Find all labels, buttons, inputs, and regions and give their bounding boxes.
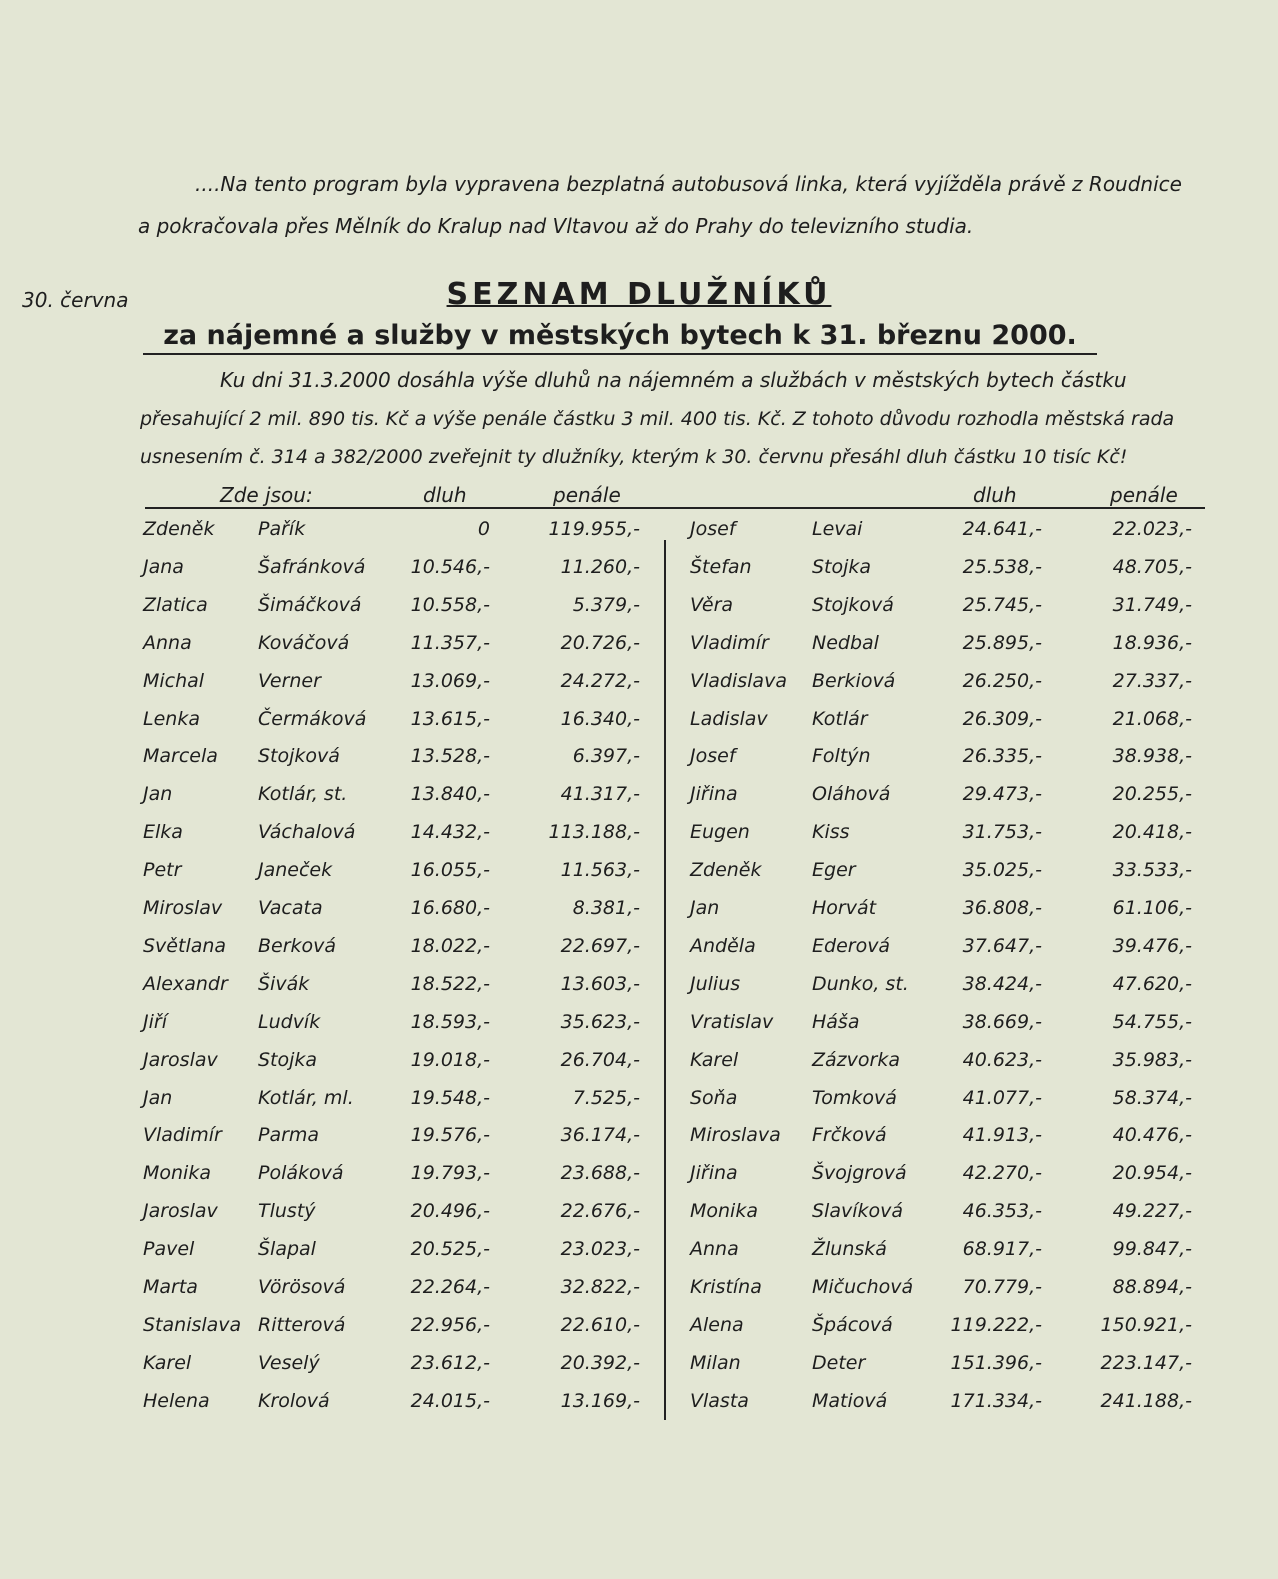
table-row [0, 670, 1278, 702]
dluh-value: 41.077,- [962, 1086, 1042, 1109]
dluh-value: 24.641,- [962, 518, 1042, 540]
paragraph-line-2: přesahující 2 mil. 890 tis. Kč a výše penále částku 3 mil. 400 tis. Kč. Z tohoto důvodu rozhodla městská rada [140, 408, 1175, 430]
table-row [0, 1049, 1278, 1081]
first-name: Vladimír [143, 1124, 222, 1147]
first-name: Alena [690, 1313, 744, 1336]
dluh-value: 38.669,- [962, 1010, 1042, 1033]
last-name: Šafránková [258, 555, 366, 578]
penale-value: 8.381,- [572, 897, 640, 919]
last-name: Verner [258, 669, 321, 692]
first-name: Pavel [143, 1238, 195, 1261]
dluh-value: 22.264,- [410, 1276, 490, 1298]
first-name: Jaroslav [143, 1200, 218, 1223]
dluh-value: 24.015,- [410, 1389, 490, 1412]
dluh-value: 19.548,- [410, 1086, 490, 1109]
penale-value: 113.188,- [548, 821, 640, 844]
dluh-value: 14.432,- [410, 821, 490, 844]
header-penale-left: penále [553, 483, 621, 507]
last-name: Tomková [812, 1086, 897, 1109]
table-row [0, 1124, 1278, 1156]
dluh-value: 41.913,- [962, 1124, 1042, 1147]
first-name: Josef [690, 518, 736, 540]
last-name: Parma [258, 1124, 320, 1147]
dluh-value: 11.357,- [410, 631, 490, 654]
dluh-value: 35.025,- [962, 859, 1042, 882]
dluh-value: 13.615,- [410, 707, 490, 730]
page-subtitle: za nájemné a služby v městských bytech k 31. březnu 2000. [143, 320, 1097, 355]
last-name: Tlustý [258, 1200, 316, 1223]
header-dluh-left: dluh [423, 483, 467, 507]
dluh-value: 31.753,- [962, 821, 1042, 844]
page-title: SEZNAM DLUŽNÍKŮ [446, 277, 832, 312]
penale-value: 48.705,- [1112, 555, 1192, 578]
penale-value: 33.533,- [1112, 859, 1192, 882]
last-name: Ederová [812, 934, 891, 957]
last-name: Janeček [258, 859, 333, 882]
dluh-value: 10.558,- [410, 593, 490, 616]
penale-value: 119.955,- [548, 518, 640, 540]
first-name: Zdeněk [690, 859, 762, 882]
penale-value: 99.847,- [1112, 1238, 1192, 1261]
penale-value: 27.337,- [1112, 669, 1192, 692]
dluh-value: 16.680,- [410, 897, 490, 919]
table-row [0, 1087, 1278, 1119]
table-row [0, 1011, 1278, 1043]
dluh-value: 38.424,- [962, 972, 1042, 995]
dluh-value: 18.593,- [410, 1010, 490, 1033]
last-name: Šimáčková [258, 593, 362, 616]
last-name: Ludvík [258, 1010, 321, 1033]
last-name: Vörösová [258, 1276, 346, 1298]
last-name: Krolová [258, 1389, 330, 1412]
last-name: Kotlár, ml. [258, 1086, 354, 1109]
dluh-value: 19.793,- [410, 1162, 490, 1185]
penale-value: 31.749,- [1112, 593, 1192, 616]
penale-value: 88.894,- [1112, 1276, 1192, 1298]
first-name: Jan [143, 783, 173, 806]
last-name: Stojková [258, 745, 340, 768]
penale-value: 47.620,- [1112, 972, 1192, 995]
penale-value: 22.676,- [560, 1200, 640, 1223]
last-name: Vacata [258, 897, 323, 919]
table-row [0, 821, 1278, 853]
penale-value: 20.255,- [1112, 783, 1192, 806]
last-name: Kotlár, st. [258, 783, 348, 806]
table-row [0, 935, 1278, 967]
table-row [0, 745, 1278, 777]
last-name: Švojgrová [812, 1162, 907, 1185]
penale-value: 22.023,- [1112, 518, 1192, 540]
first-name: Jan [143, 1086, 173, 1109]
dluh-value: 18.522,- [410, 972, 490, 995]
intro-line-1: ....Na tento program byla vypravena bezplatná autobusová linka, která vyjížděla právě z Roudnice [195, 172, 1182, 196]
dluh-value: 23.612,- [410, 1351, 490, 1374]
penale-value: 16.340,- [560, 707, 640, 730]
penale-value: 35.623,- [560, 1010, 640, 1033]
first-name: Monika [143, 1162, 211, 1185]
first-name: Kristína [690, 1276, 762, 1298]
first-name: Vlasta [690, 1389, 749, 1412]
table-row [0, 708, 1278, 740]
penale-value: 40.476,- [1112, 1124, 1192, 1147]
last-name: Poláková [258, 1162, 344, 1185]
last-name: Stojková [812, 593, 894, 616]
penale-value: 36.174,- [560, 1124, 640, 1147]
first-name: Jiřina [690, 1162, 738, 1185]
dluh-value: 70.779,- [962, 1276, 1042, 1298]
first-name: Lenka [143, 707, 200, 730]
last-name: Eger [812, 859, 856, 882]
penale-value: 11.260,- [560, 555, 640, 578]
first-name: Soňa [690, 1086, 738, 1109]
table-header [145, 483, 1205, 509]
penale-value: 150.921,- [1100, 1313, 1192, 1336]
dluh-value: 119.222,- [950, 1313, 1042, 1336]
first-name: Helena [143, 1389, 210, 1412]
last-name: Stojka [258, 1048, 318, 1071]
first-name: Julius [690, 972, 741, 995]
penale-value: 39.476,- [1112, 934, 1192, 957]
first-name: Michal [143, 669, 205, 692]
penale-value: 41.317,- [560, 783, 640, 806]
last-name: Stojka [812, 555, 872, 578]
dluh-value: 26.309,- [962, 707, 1042, 730]
last-name: Zázvorka [812, 1048, 900, 1071]
first-name: Věra [690, 593, 734, 616]
first-name: Anděla [690, 934, 756, 957]
first-name: Petr [143, 859, 182, 882]
dluh-value: 36.808,- [962, 897, 1042, 919]
penale-value: 7.525,- [572, 1086, 640, 1109]
dluh-value: 37.647,- [962, 934, 1042, 957]
last-name: Šivák [258, 972, 310, 995]
table-row [0, 973, 1278, 1005]
penale-value: 26.704,- [560, 1048, 640, 1071]
penale-value: 5.379,- [572, 593, 640, 616]
penale-value: 38.938,- [1112, 745, 1192, 768]
penale-value: 20.392,- [560, 1351, 640, 1374]
table-row [0, 594, 1278, 626]
table-row [0, 1314, 1278, 1346]
last-name: Pařík [258, 518, 306, 540]
table-row [0, 556, 1278, 588]
last-name: Berkiová [812, 669, 896, 692]
penale-value: 13.603,- [560, 972, 640, 995]
first-name: Miroslava [690, 1124, 781, 1147]
first-name: Zlatica [143, 593, 208, 616]
first-name: Vladislava [690, 669, 787, 692]
first-name: Zdeněk [143, 518, 215, 540]
first-name: Ladislav [690, 707, 768, 730]
table-row [0, 1276, 1278, 1308]
last-name: Šlapal [258, 1238, 316, 1261]
last-name: Kováčová [258, 631, 350, 654]
dluh-value: 26.250,- [962, 669, 1042, 692]
table-row [0, 1352, 1278, 1384]
dluh-value: 46.353,- [962, 1200, 1042, 1223]
dluh-value: 13.528,- [410, 745, 490, 768]
first-name: Anna [143, 631, 192, 654]
first-name: Jana [143, 555, 184, 578]
dluh-value: 20.525,- [410, 1238, 490, 1261]
last-name: Berková [258, 934, 337, 957]
table-row [0, 1200, 1278, 1232]
first-name: Jan [690, 897, 720, 919]
first-name: Jiří [143, 1010, 167, 1033]
dluh-value: 10.546,- [410, 555, 490, 578]
penale-value: 61.106,- [1112, 897, 1192, 919]
dluh-value: 19.576,- [410, 1124, 490, 1147]
first-name: Alexandr [143, 972, 228, 995]
last-name: Ritterová [258, 1313, 346, 1336]
first-name: Eugen [690, 821, 750, 844]
penale-value: 20.726,- [560, 631, 640, 654]
table-row [0, 632, 1278, 664]
dluh-value: 16.055,- [410, 859, 490, 882]
last-name: Čermáková [258, 707, 367, 730]
dluh-value: 151.396,- [950, 1351, 1042, 1374]
penale-value: 23.688,- [560, 1162, 640, 1185]
last-name: Foltýn [812, 745, 871, 768]
penale-value: 22.697,- [560, 934, 640, 957]
dluh-value: 13.840,- [410, 783, 490, 806]
dluh-value: 42.270,- [962, 1162, 1042, 1185]
last-name: Deter [812, 1351, 866, 1374]
first-name: Jaroslav [143, 1048, 218, 1071]
first-name: Anna [690, 1238, 739, 1261]
last-name: Levai [812, 518, 863, 540]
dluh-value: 29.473,- [962, 783, 1042, 806]
first-name: Štefan [690, 555, 752, 578]
first-name: Vladimír [690, 631, 769, 654]
header-dluh-right: dluh [973, 483, 1017, 507]
last-name: Oláhová [812, 783, 891, 806]
penale-value: 54.755,- [1112, 1010, 1192, 1033]
last-name: Mičuchová [812, 1276, 914, 1298]
dluh-value: 18.022,- [410, 934, 490, 957]
penale-value: 32.822,- [560, 1276, 640, 1298]
penale-value: 22.610,- [560, 1313, 640, 1336]
penale-value: 241.188,- [1100, 1389, 1192, 1412]
penale-value: 35.983,- [1112, 1048, 1192, 1071]
table-row [0, 1390, 1278, 1422]
penale-value: 223.147,- [1100, 1351, 1192, 1374]
penale-value: 6.397,- [572, 745, 640, 768]
penale-value: 49.227,- [1112, 1200, 1192, 1223]
last-name: Žlunská [812, 1238, 887, 1261]
last-name: Kiss [812, 821, 850, 844]
last-name: Nedbal [812, 631, 879, 654]
dluh-value: 68.917,- [962, 1238, 1042, 1261]
dluh-value: 25.538,- [962, 555, 1042, 578]
first-name: Monika [690, 1200, 758, 1223]
last-name: Frčková [812, 1124, 887, 1147]
penale-value: 58.374,- [1112, 1086, 1192, 1109]
dluh-value: 25.745,- [962, 593, 1042, 616]
first-name: Miroslav [143, 897, 223, 919]
last-name: Kotlár [812, 707, 868, 730]
first-name: Elka [143, 821, 183, 844]
dluh-value: 40.623,- [962, 1048, 1042, 1071]
penale-value: 11.563,- [560, 859, 640, 882]
table-row [0, 783, 1278, 815]
table-row [0, 518, 1278, 550]
first-name: Karel [690, 1048, 739, 1071]
first-name: Marcela [143, 745, 218, 768]
first-name: Karel [143, 1351, 192, 1374]
first-name: Marta [143, 1276, 198, 1298]
first-name: Stanislava [143, 1313, 242, 1336]
last-name: Háša [812, 1010, 860, 1033]
first-name: Milan [690, 1351, 741, 1374]
table-row [0, 859, 1278, 891]
table-row [0, 1162, 1278, 1194]
last-name: Matiová [812, 1389, 888, 1412]
last-name: Špácová [812, 1313, 893, 1336]
last-name: Váchalová [258, 821, 356, 844]
penale-value: 24.272,- [560, 669, 640, 692]
last-name: Horvát [812, 897, 877, 919]
penale-value: 18.936,- [1112, 631, 1192, 654]
dluh-value: 19.018,- [410, 1048, 490, 1071]
dluh-value: 20.496,- [410, 1200, 490, 1223]
dluh-value: 13.069,- [410, 669, 490, 692]
paragraph-line-3: usnesením č. 314 a 382/2000 zveřejnit ty dlužníky, kterým k 30. červnu přesáhl dluh částku 10 tisíc Kč! [140, 446, 1128, 468]
table-row [0, 897, 1278, 929]
header-zde: Zde jsou: [220, 483, 313, 507]
first-name: Světlana [143, 934, 227, 957]
dluh-value: 0 [477, 518, 490, 540]
dluh-value: 171.334,- [950, 1389, 1042, 1412]
dluh-value: 25.895,- [962, 631, 1042, 654]
last-name: Veselý [258, 1351, 320, 1374]
last-name: Dunko, st. [812, 972, 909, 995]
table-row [0, 1238, 1278, 1270]
first-name: Jiřina [690, 783, 738, 806]
paragraph-line-1: Ku dni 31.3.2000 dosáhla výše dluhů na nájemném a službách v městských bytech částku [220, 368, 1127, 392]
penale-value: 13.169,- [560, 1389, 640, 1412]
intro-line-2: a pokračovala přes Mělník do Kralup nad Vltavou až do Prahy do televizního studia. [138, 214, 974, 238]
penale-value: 20.954,- [1112, 1162, 1192, 1185]
penale-value: 21.068,- [1112, 707, 1192, 730]
side-note-date: 30. června [22, 288, 129, 312]
first-name: Vratislav [690, 1010, 774, 1033]
dluh-value: 22.956,- [410, 1313, 490, 1336]
first-name: Josef [690, 745, 736, 768]
header-penale-right: penále [1110, 483, 1178, 507]
penale-value: 23.023,- [560, 1238, 640, 1261]
penale-value: 20.418,- [1112, 821, 1192, 844]
last-name: Slavíková [812, 1200, 904, 1223]
dluh-value: 26.335,- [962, 745, 1042, 768]
